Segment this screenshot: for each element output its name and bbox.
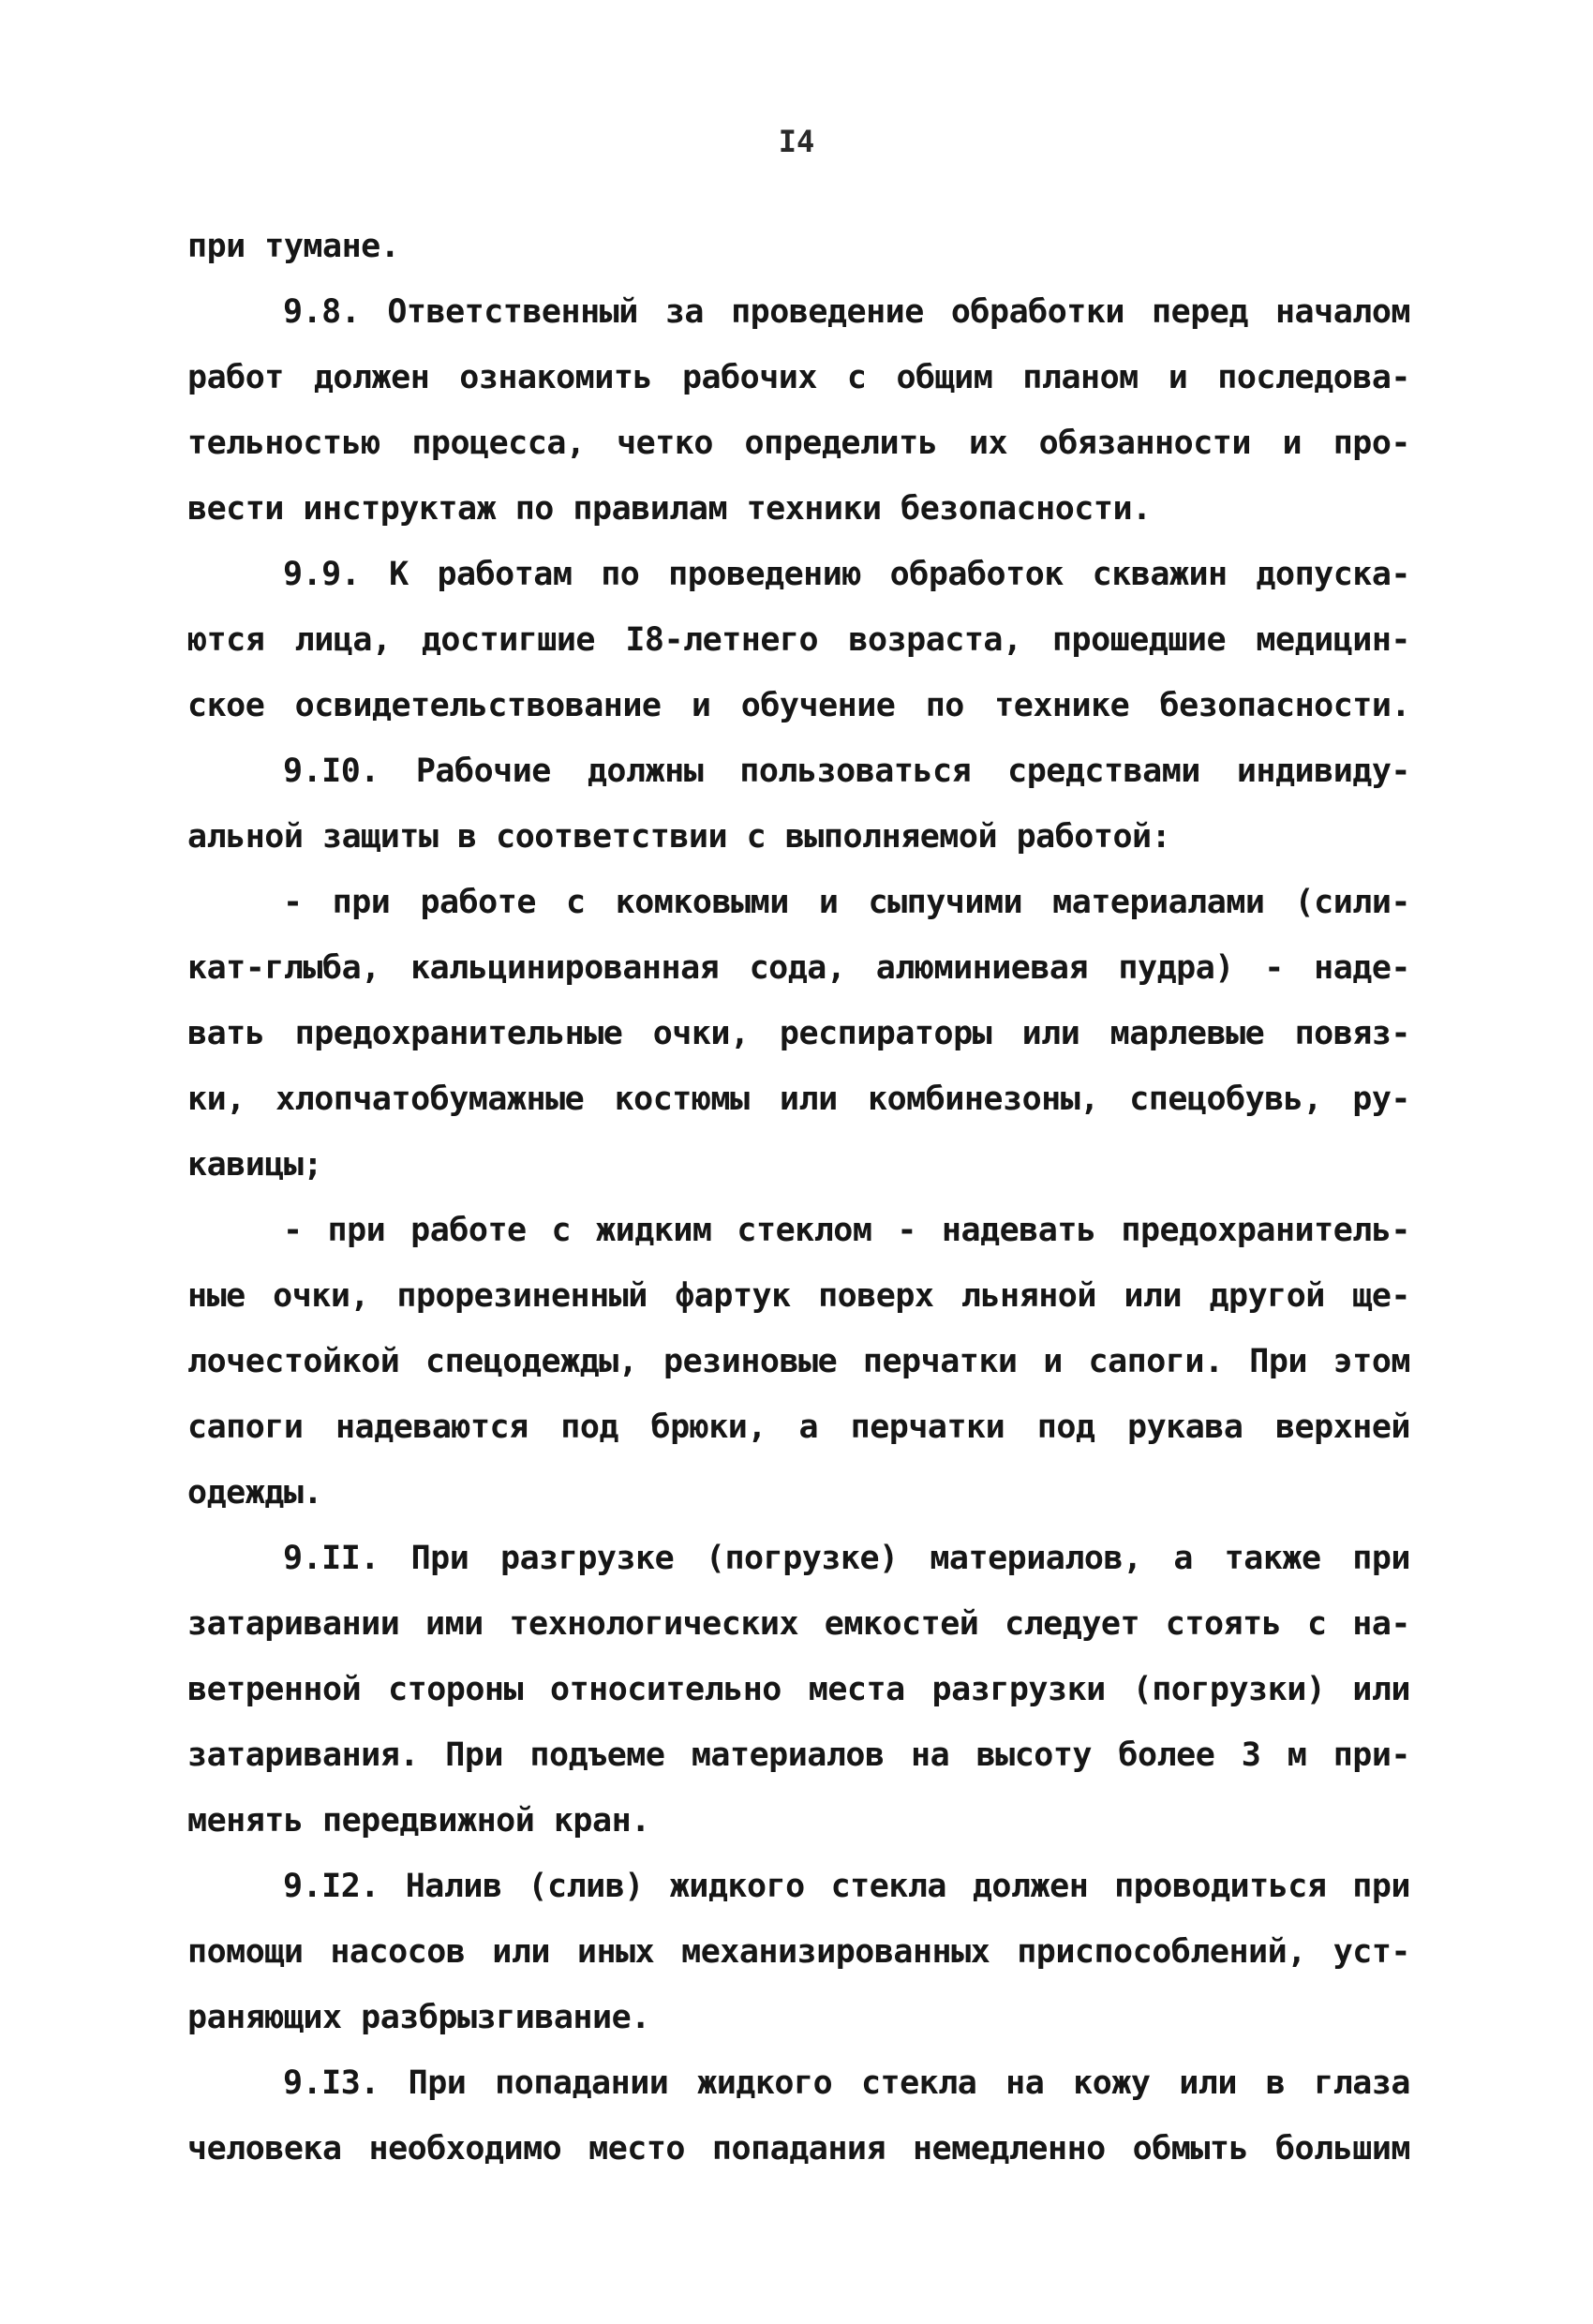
paragraph-9-8-line: 9.8. Ответственный за проведение обработки перед началом [283, 293, 1410, 331]
body-text [187, 214, 1410, 2182]
text-line: затаривании ими технологических емкостей следует стоять с на- [187, 1605, 1410, 1643]
paragraph-9-12-line: 9.I2. Налив (слив) жидкого стекла должен проводиться при [283, 1868, 1410, 1905]
text-line: кавицы; [187, 1146, 323, 1184]
text-line: лочестойкой спецодежды, резиновые перчатки и сапоги. При этом [187, 1343, 1410, 1380]
text-line: тельностью процесса, четко определить их обязанности и про- [187, 425, 1410, 462]
paragraph-9-9-line: 9.9. К работам по проведению обработок скважин допуска- [283, 556, 1410, 593]
text-line: ское освидетельствование и обучение по технике безопасности. [187, 687, 1410, 724]
text-line: работ должен ознакомить рабочих с общим планом и последова- [187, 359, 1410, 396]
text-line: затаривания. При подъеме материалов на высоту более 3 м при- [187, 1736, 1410, 1774]
page-number: I4 [778, 124, 815, 159]
text-line: ки, хлопчатобумажные костюмы или комбинезоны, спецобувь, ру- [187, 1080, 1410, 1118]
text-line: сапоги надеваются под брюки, а перчатки под рукава верхней [187, 1408, 1410, 1446]
text-line: раняющих разбрызгивание. [187, 1999, 650, 2036]
text-line: альной защиты в соответствии с выполняемой работой: [187, 818, 1171, 856]
text-line: ются лица, достигшие I8-летнего возраста, прошедшие медицин- [187, 621, 1410, 659]
paragraph-9-10-line: 9.I0. Рабочие должны пользоваться средствами индивиду- [283, 752, 1410, 790]
text-line: человека необходимо место попадания немедленно обмыть большим [187, 2130, 1410, 2168]
text-line: помощи насосов или иных механизированных приспособлений, уст- [187, 1933, 1410, 1971]
paragraph-9-11-line: 9.II. При разгрузке (погрузке) материалов, а также при [283, 1540, 1410, 1577]
text-line: вести инструктаж по правилам техники безопасности. [187, 490, 1152, 528]
text-line: вать предохранительные очки, респираторы или марлевые повяз- [187, 1015, 1410, 1052]
list-item-line: - при работе с жидким стеклом - надевать предохранитель- [283, 1212, 1410, 1249]
text-line: кат-глыба, кальцинированная сода, алюминиевая пудра) - наде- [187, 949, 1410, 987]
text-line: одежды. [187, 1474, 323, 1512]
text-line: ные очки, прорезиненный фартук поверх льняной или другой ще- [187, 1277, 1410, 1315]
text-line: при тумане. [187, 228, 400, 265]
paragraph-9-13-line: 9.I3. При попадании жидкого стекла на кожу или в глаза [283, 2064, 1410, 2102]
list-item-line: - при работе с комковыми и сыпучими материалами (сили- [283, 884, 1410, 921]
text-line: менять передвижной кран. [187, 1802, 650, 1840]
text-line: ветренной стороны относительно места разгрузки (погрузки) или [187, 1671, 1410, 1708]
